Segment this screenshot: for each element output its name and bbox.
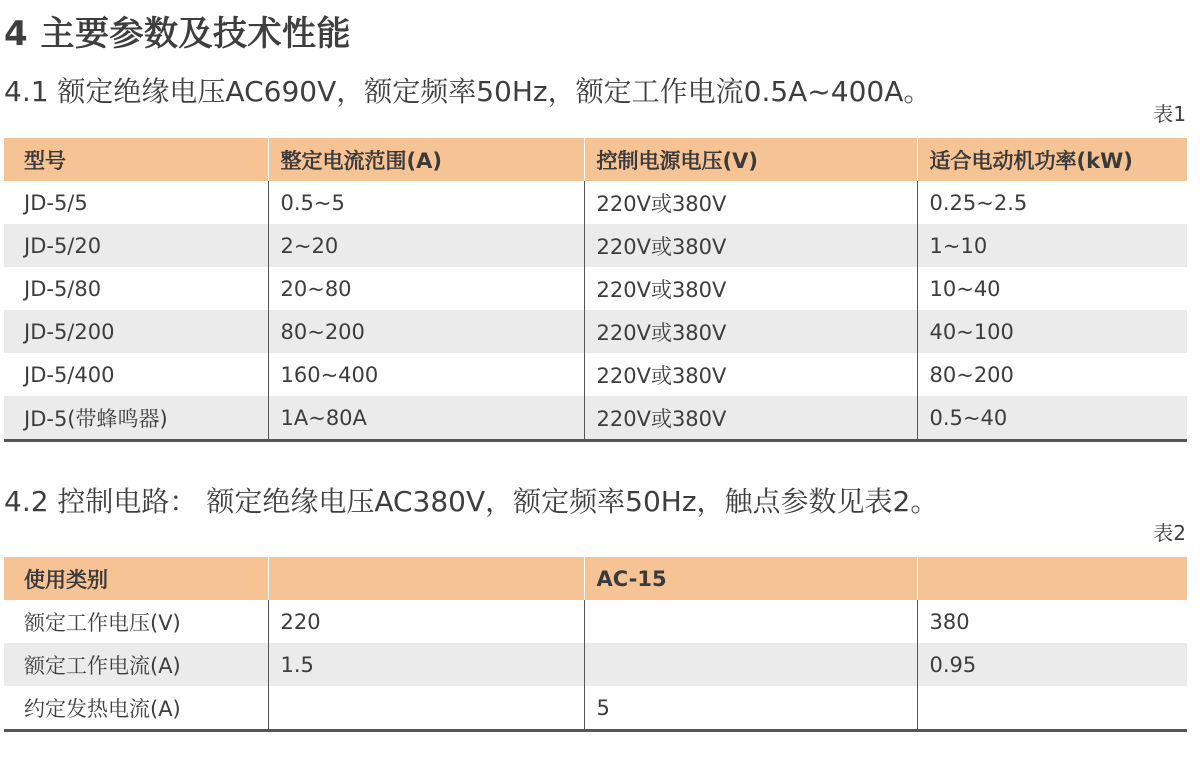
- cell-current-range: 160~400: [268, 353, 584, 396]
- cell-value: [584, 643, 917, 686]
- table-row: [4, 686, 1187, 731]
- table-row: [4, 181, 1187, 224]
- cell-value: 380: [917, 600, 1187, 643]
- cell-control-voltage: 220V或380V: [584, 181, 917, 224]
- cell-value: [917, 686, 1187, 731]
- cell-control-voltage: 220V或380V: [584, 224, 917, 267]
- cell-model: JD-5/200: [4, 310, 268, 353]
- cell-motor-power: 80~200: [917, 353, 1187, 396]
- cell-current-range: 20~80: [268, 267, 584, 310]
- table-row: [4, 396, 1187, 441]
- cell-value: [268, 686, 584, 731]
- header-blank: [917, 557, 1187, 600]
- page-title: 4 主要参数及技术性能: [4, 14, 351, 54]
- table-row: [4, 224, 1187, 267]
- header-ac15: AC-15: [584, 557, 917, 600]
- table-1-label: 表1: [1153, 102, 1186, 126]
- cell-motor-power: 0.5~40: [917, 396, 1187, 441]
- table-header-row: [4, 138, 1187, 181]
- cell-value: 220: [268, 600, 584, 643]
- cell-current-range: 2~20: [268, 224, 584, 267]
- table-row: [4, 600, 1187, 643]
- cell-model: JD-5(带蜂鸣器): [4, 396, 268, 441]
- cell-model: JD-5/5: [4, 181, 268, 224]
- cell-control-voltage: 220V或380V: [584, 267, 917, 310]
- cell-parameter: 额定工作电流(A): [4, 643, 268, 686]
- cell-control-voltage: 220V或380V: [584, 396, 917, 441]
- table-row: [4, 310, 1187, 353]
- header-blank: [268, 557, 584, 600]
- cell-current-range: 1A~80A: [268, 396, 584, 441]
- header-current-range: 整定电流范围(A): [268, 138, 584, 181]
- cell-motor-power: 10~40: [917, 267, 1187, 310]
- section-4-2-description: 4.2 控制电路： 额定绝缘电压AC380V，额定频率50Hz，触点参数见表2。: [4, 485, 939, 518]
- cell-control-voltage: 220V或380V: [584, 353, 917, 396]
- cell-model: JD-5/80: [4, 267, 268, 310]
- table-row: [4, 643, 1187, 686]
- parameters-table-1: [4, 138, 1187, 442]
- cell-motor-power: 1~10: [917, 224, 1187, 267]
- cell-current-range: 80~200: [268, 310, 584, 353]
- cell-parameter: 约定发热电流(A): [4, 686, 268, 731]
- cell-value: 1.5: [268, 643, 584, 686]
- header-control-voltage: 控制电源电压(V): [584, 138, 917, 181]
- cell-motor-power: 40~100: [917, 310, 1187, 353]
- header-model: 型号: [4, 138, 268, 181]
- header-motor-power: 适合电动机功率(kW): [917, 138, 1187, 181]
- cell-parameter: 额定工作电压(V): [4, 600, 268, 643]
- cell-model: JD-5/20: [4, 224, 268, 267]
- cell-value: 5: [584, 686, 917, 731]
- cell-motor-power: 0.25~2.5: [917, 181, 1187, 224]
- table-header-row: [4, 557, 1187, 600]
- cell-value: [584, 600, 917, 643]
- header-usage-category: 使用类别: [4, 557, 268, 600]
- table-row: [4, 353, 1187, 396]
- contact-parameters-table-2: [4, 557, 1187, 732]
- table-2-label: 表2: [1153, 521, 1186, 545]
- cell-current-range: 0.5~5: [268, 181, 584, 224]
- cell-value: 0.95: [917, 643, 1187, 686]
- cell-model: JD-5/400: [4, 353, 268, 396]
- cell-control-voltage: 220V或380V: [584, 310, 917, 353]
- table-row: [4, 267, 1187, 310]
- section-4-1-description: 4.1 额定绝缘电压AC690V，额定频率50Hz，额定工作电流0.5A~400A。: [4, 75, 932, 108]
